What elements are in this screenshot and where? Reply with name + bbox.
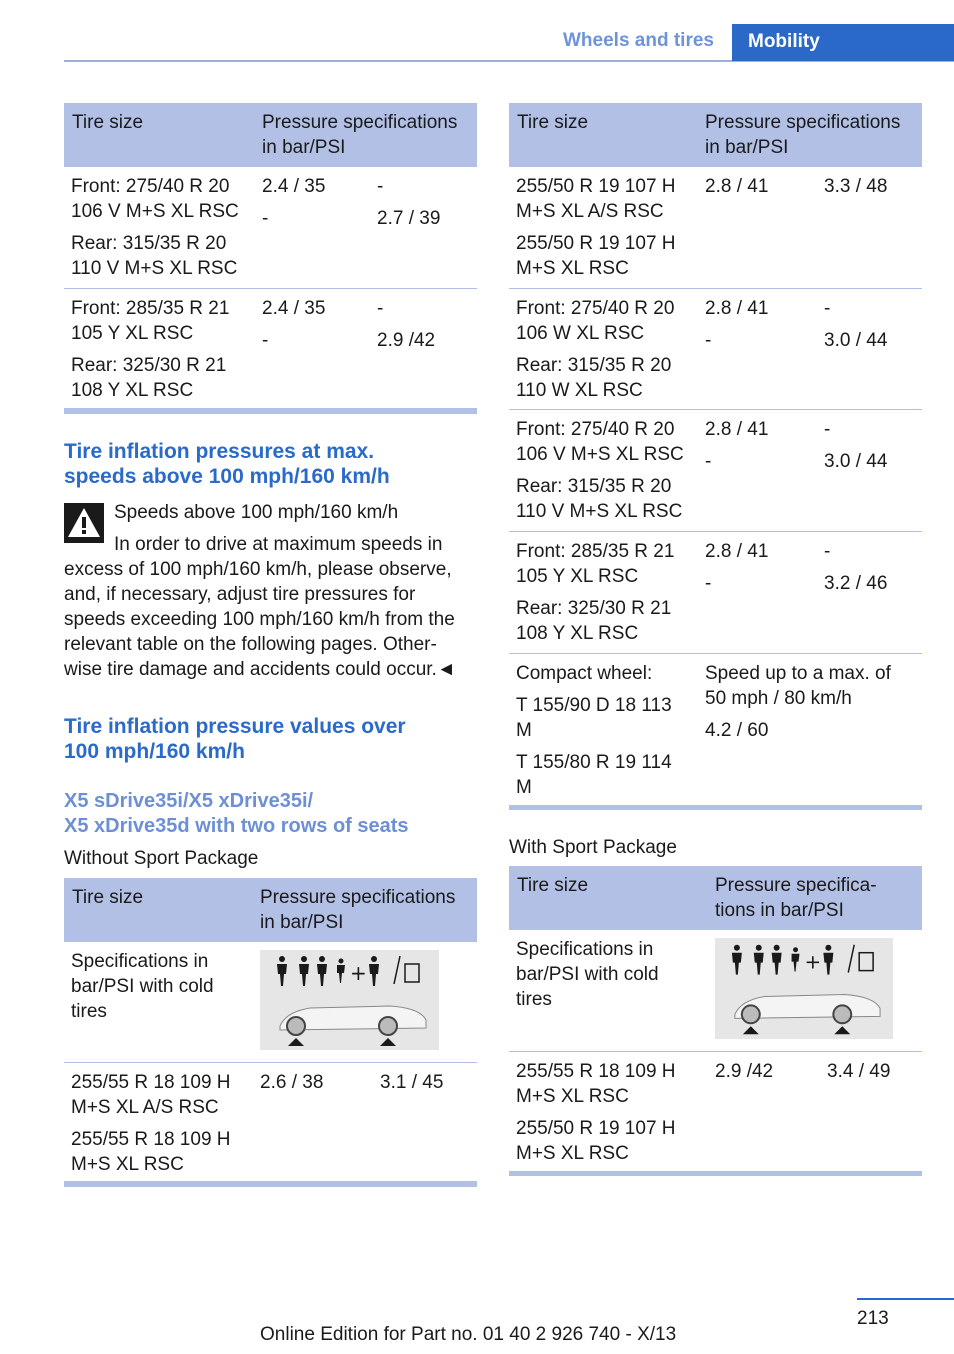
right-bottom-table [509, 866, 922, 1176]
pressure-cell-2: - 3.2 / 46 [824, 541, 888, 594]
warning-icon [64, 503, 104, 543]
section-heading-max-speed: Tire inflation pressures at max. speeds above 100 mph/160 km/h [64, 440, 390, 488]
tire-size-cell: Front: 275/40 R 20 106 V M+S XL RSC Rear: 315/35 R 20 110 V M+S XL RSC [71, 176, 239, 279]
header-pressure: Pressure specifications in bar/PSI [705, 112, 901, 158]
header-tire-size: Tire size [517, 875, 589, 896]
table-end-bar [509, 805, 922, 810]
right-top-table [509, 103, 922, 810]
table-row [64, 289, 477, 409]
pressure-cell-1: 2.6 / 38 [260, 1072, 324, 1093]
pressure-cell-2: 3.3 / 48 [824, 176, 888, 197]
load-condition-icon [260, 950, 439, 1050]
header-tire-size: Tire size [72, 112, 144, 133]
warning-text-line: speeds exceeding 100 mph/160 km/h from the [64, 609, 455, 630]
warning-text-line: excess of 100 mph/160 km/h, please observe, [64, 559, 452, 580]
pressure-cell-1: 2.8 / 41 - [705, 419, 769, 472]
compact-wheel-cell: Compact wheel: T 155/90 D 18 113 M T 155/80 R 19 114 M [516, 663, 672, 798]
table-row [509, 532, 922, 654]
load-condition-icon [715, 938, 893, 1039]
tire-size-cell: Front: 285/35 R 21 105 Y XL RSC Rear: 325/30 R 21 108 Y XL RSC [71, 298, 230, 401]
pressure-cell-1: 2.4 / 35 - [262, 298, 326, 351]
pressure-cell-2: - 3.0 / 44 [824, 298, 888, 351]
header-chapter-tab[interactable] [732, 24, 954, 61]
table-row [64, 1063, 477, 1182]
left-bottom-table [64, 878, 477, 1187]
pressure-cell-1: 2.4 / 35 - [262, 176, 326, 229]
warning-title: Speeds above 100 mph/160 km/h [114, 502, 399, 523]
table-row [509, 410, 922, 532]
header-section-title: Wheels and tires [563, 30, 714, 51]
left-top-table [64, 103, 477, 414]
tire-size-cell: Front: 285/35 R 21 105 Y XL RSC Rear: 325/30 R 21 108 Y XL RSC [516, 541, 675, 644]
tire-size-cell: 255/50 R 19 107 H M+S XL A/S RSC 255/50 R 19 107 H M+S XL RSC [516, 176, 676, 279]
warning-text-line: relevant table on the following pages. Other- [64, 634, 437, 655]
table-end-bar [509, 1171, 922, 1176]
edition-note: Online Edition for Part no. 01 40 2 926 740 - X/13 [260, 1324, 677, 1345]
section-heading-pressure-values: Tire inflation pressure values over 100 mph/160 km/h [64, 715, 406, 763]
compact-speed-cell: Speed up to a max. of 50 mph / 80 km/h 4.2 / 60 [705, 663, 891, 741]
svg-text:+: + [350, 961, 367, 985]
pressure-cell-1: 2.9 /42 [715, 1061, 774, 1082]
header-tire-size: Tire size [72, 887, 144, 908]
pressure-cell-1: 2.8 / 41 - [705, 298, 769, 351]
pressure-cell-2: - 3.0 / 44 [824, 419, 888, 472]
header-pressure: Pressure specifications in bar/PSI [262, 112, 458, 158]
svg-text:+: + [804, 950, 822, 974]
spec-cell: Specifications in bar/PSI with cold tires [71, 951, 214, 1022]
pressure-cell-1: 2.8 / 41 [705, 176, 769, 197]
pressure-cell-2: - 2.9 /42 [377, 298, 436, 351]
table-row [509, 289, 922, 410]
footer-rule [857, 1298, 954, 1300]
header-pressure: Pressure specifications in bar/PSI [260, 887, 456, 933]
table-header [509, 866, 922, 930]
table-row [64, 167, 477, 289]
spec-cell: Specifications in bar/PSI with cold tires [516, 939, 659, 1010]
page-number: 213 [857, 1308, 889, 1329]
compact-wheel-row [509, 654, 922, 805]
with-sport-label: With Sport Package [509, 837, 677, 858]
pressure-cell-1: 2.8 / 41 - [705, 541, 769, 594]
table-row [509, 1052, 922, 1171]
without-sport-label: Without Sport Package [64, 848, 259, 869]
table-row [509, 930, 922, 1052]
table-row [509, 167, 922, 289]
warning-text-line: wise tire damage and accidents could occur.◄ [64, 659, 456, 680]
table-header [509, 103, 922, 167]
pressure-cell-2: 3.4 / 49 [827, 1061, 891, 1082]
header-chapter-label: Mobility [748, 31, 820, 52]
tire-size-cell: 255/55 R 18 109 H M+S XL RSC 255/50 R 19 107 H M+S XL RSC [516, 1061, 676, 1164]
header-tire-size: Tire size [517, 112, 589, 133]
tire-size-cell: 255/55 R 18 109 H M+S XL A/S RSC 255/55 R 18 109 H M+S XL RSC [71, 1072, 231, 1175]
tire-size-cell: Front: 275/40 R 20 106 V M+S XL RSC Rear: 315/35 R 20 110 V M+S XL RSC [516, 419, 684, 522]
header-pressure: Pressure specifica- tions in bar/PSI [715, 875, 877, 921]
pressure-cell-2: - 2.7 / 39 [377, 176, 441, 229]
warning-text-line: In order to drive at maximum speeds in [114, 534, 443, 555]
table-header [64, 878, 477, 942]
table-row [64, 942, 477, 1063]
table-header [64, 103, 477, 167]
pressure-cell-2: 3.1 / 45 [380, 1072, 444, 1093]
table-end-bar [64, 1182, 477, 1187]
model-subheading: X5 sDrive35i/X5 xDrive35i/ X5 xDrive35d with two rows of seats [64, 790, 409, 837]
warning-text-line: and, if necessary, adjust tire pressures for [64, 584, 416, 605]
tire-size-cell: Front: 275/40 R 20 106 W XL RSC Rear: 315/35 R 20 110 W XL RSC [516, 298, 675, 401]
table-end-bar [64, 409, 477, 414]
